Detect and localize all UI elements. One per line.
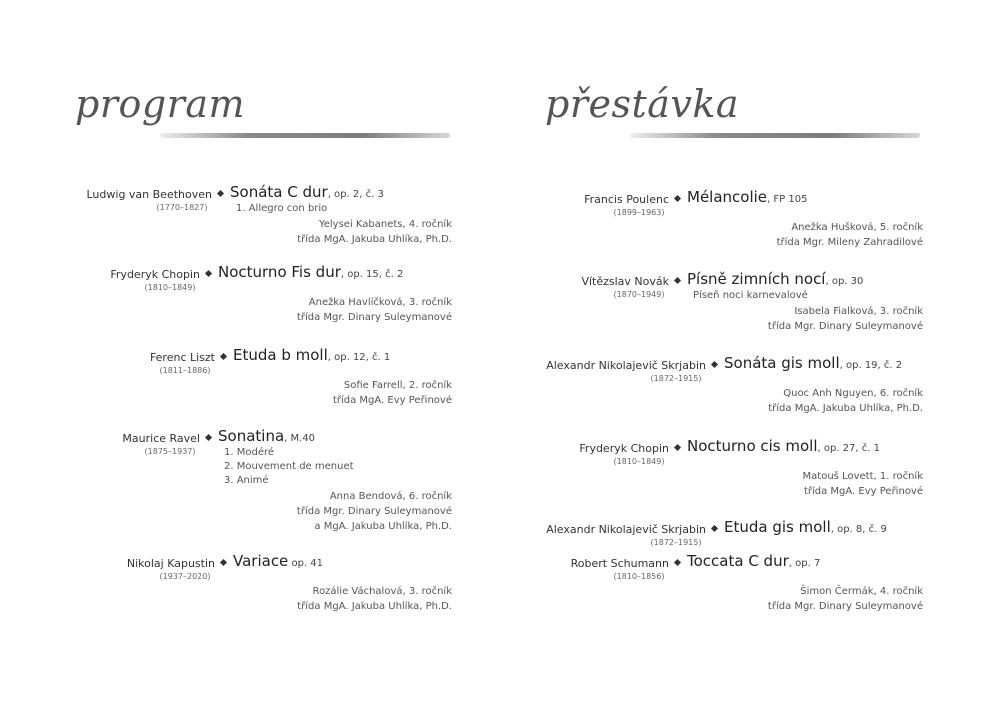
composer-name: Alexandr Nikolajevič Skrjabin (546, 523, 706, 536)
teacher-class: třída Mgr. Dinary Suleymanové (767, 601, 923, 612)
piece-title-text: Variace (233, 552, 289, 570)
composer-years: (1810–1856) (613, 572, 665, 581)
composer-name: Fryderyk Chopin (579, 442, 669, 455)
page-heading: program (75, 82, 246, 126)
diamond-bullet-icon (674, 444, 681, 451)
composer-years: (1811–1886) (159, 366, 211, 375)
piece-title-text: Toccata C dur (687, 552, 789, 570)
performer-name: Rozálie Váchalová, 3. ročník (312, 586, 452, 597)
composer-name: Nikolaj Kapustin (126, 557, 215, 570)
composer-name: Robert Schumann (570, 557, 669, 570)
piece-title-text: Písně zimních nocí (687, 270, 826, 288)
diamond-bullet-icon (674, 195, 681, 202)
piece-opus: , op. 8, č. 9 (830, 524, 887, 535)
right-page (500, 0, 1000, 705)
piece-opus: op. 41 (288, 558, 324, 569)
brush-stroke-divider (160, 133, 450, 138)
diamond-bullet-icon (205, 434, 212, 441)
teacher-class: třída Mgr. Dinary Suleymanové (296, 312, 452, 323)
piece-title (230, 183, 384, 201)
piece-opus: , op. 27, č. 1 (817, 443, 880, 454)
piece-title-text: Nocturno Fis dur (218, 263, 341, 281)
movement-item: 1. Allegro con brio (236, 203, 328, 214)
teacher-class: třída MgA. Jakuba Uhlíka, Ph.D. (297, 234, 452, 245)
teacher-class: třída Mgr. Dinary Suleymanové (296, 506, 452, 517)
diamond-bullet-icon (711, 525, 718, 532)
composer-years: (1810–1849) (144, 283, 196, 292)
composer-name: Ferenc Liszt (149, 351, 215, 364)
performer-name: Anna Bendová, 6. ročník (329, 491, 452, 502)
piece-title-text: Etuda b moll (233, 346, 328, 364)
teacher-class: a MgA. Jakuba Uhlíka, Ph.D. (314, 521, 452, 532)
movement-item: 2. Mouvement de menuet (224, 461, 354, 472)
performer-name: Isabela Fialková, 3. ročník (794, 306, 923, 317)
teacher-class: třída MgA. Jakuba Uhlíka, Ph.D. (297, 601, 452, 612)
diamond-bullet-icon (217, 190, 224, 197)
performer-name: Šimon Čermák, 4. ročník (800, 586, 923, 597)
movement-item: Píseň noci karnevalové (693, 290, 808, 301)
performer-name: Sofie Farrell, 2. ročník (343, 380, 452, 391)
movement-item: 3. Animé (224, 475, 269, 486)
teacher-class: třída MgA. Jakuba Uhlíka, Ph.D. (768, 403, 923, 414)
composer-years: (1870–1949) (613, 290, 665, 299)
composer-name: Vítězslav Novák (581, 275, 669, 288)
diamond-bullet-icon (205, 270, 212, 277)
composer-years: (1810–1849) (613, 457, 665, 466)
piece-title (233, 552, 323, 570)
piece-opus: , op. 30 (825, 276, 864, 287)
composer-name: Ludwig van Beethoven (86, 188, 212, 201)
composer-years: (1875–1937) (144, 447, 196, 456)
piece-opus: , op. 19, č. 2 (839, 360, 903, 371)
composer-years: (1770–1827) (156, 203, 208, 212)
brush-stroke-divider (630, 133, 920, 138)
diamond-bullet-icon (674, 277, 681, 284)
piece-opus: , op. 15, č. 2 (340, 269, 404, 280)
movement-item: 1. Modéré (224, 447, 275, 458)
teacher-class: třída MgA. Evy Peřinové (803, 486, 923, 497)
piece-opus: , FP 105 (767, 194, 808, 205)
piece-title (687, 552, 820, 570)
composer-name: Fryderyk Chopin (110, 268, 200, 281)
teacher-class: třída Mgr. Mileny Zahradilové (776, 237, 923, 248)
composer-years: (1899–1963) (613, 208, 665, 217)
piece-title (724, 354, 902, 372)
diamond-bullet-icon (220, 559, 227, 566)
composer-name: Alexandr Nikolajevič Skrjabin (546, 359, 706, 372)
piece-title-text: Sonatina (218, 427, 285, 445)
teacher-class: třída MgA. Evy Peřinové (332, 395, 452, 406)
piece-title (724, 518, 887, 536)
piece-title-text: Etuda gis moll (724, 518, 831, 536)
diamond-bullet-icon (220, 353, 227, 360)
composer-years: (1872–1915) (650, 538, 702, 547)
piece-title-text: Sonáta C dur (230, 183, 328, 201)
piece-opus: , op. 7 (788, 558, 821, 569)
piece-opus: , M.40 (284, 433, 316, 444)
piece-title (218, 263, 403, 281)
composer-years: (1937–2020) (159, 572, 211, 581)
piece-title (218, 427, 315, 445)
piece-title-text: Mélancolie (687, 188, 768, 206)
diamond-bullet-icon (711, 361, 718, 368)
performer-name: Quoc Anh Nguyen, 6. ročník (783, 388, 923, 399)
composer-years: (1872–1915) (650, 374, 702, 383)
composer-name: Maurice Ravel (122, 432, 200, 445)
composer-name: Francis Poulenc (584, 193, 669, 206)
teacher-class: třída Mgr. Dinary Suleymanové (767, 321, 923, 332)
piece-title (687, 270, 863, 288)
performer-name: Matouš Lovett, 1. ročník (802, 471, 923, 482)
piece-title-text: Nocturno cis moll (687, 437, 818, 455)
piece-title (233, 346, 390, 364)
performer-name: Yelysei Kabanets, 4. ročník (318, 219, 452, 230)
performer-name: Anežka Hušková, 5. ročník (791, 222, 923, 233)
piece-opus: , op. 2, č. 3 (327, 189, 384, 200)
diamond-bullet-icon (674, 559, 681, 566)
piece-title (687, 437, 880, 455)
piece-title (687, 188, 807, 206)
piece-title-text: Sonáta gis moll (724, 354, 840, 372)
page-heading: přestávka (545, 82, 740, 126)
performer-name: Anežka Havlíčková, 3. ročník (308, 297, 452, 308)
piece-opus: , op. 12, č. 1 (327, 352, 391, 363)
